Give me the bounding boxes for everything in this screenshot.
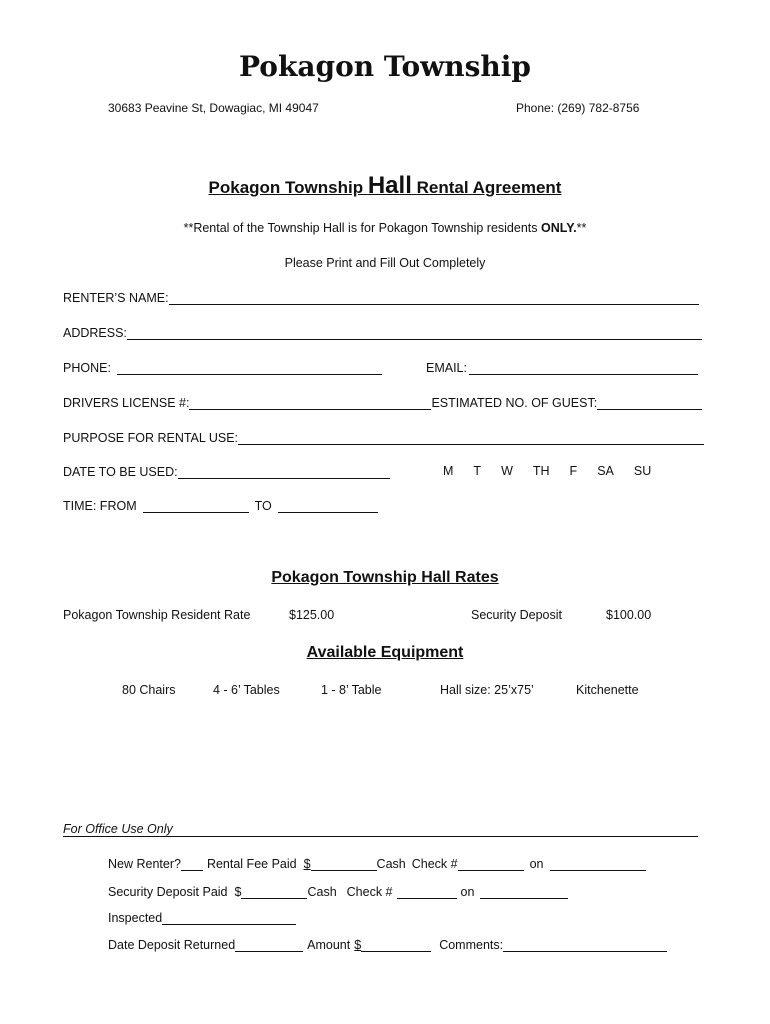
office-row-1: [108, 856, 646, 871]
equipment-item: 80 Chairs: [122, 683, 176, 697]
day-th[interactable]: TH: [532, 464, 550, 478]
office-use-title: For Office Use Only: [63, 822, 173, 836]
address-field[interactable]: [127, 325, 702, 340]
township-phone: Phone: (269) 782-8756: [516, 101, 640, 115]
date-returned-label: Date Deposit Returned: [108, 938, 236, 952]
resident-rate-label: Pokagon Township Resident Rate: [63, 608, 251, 622]
residency-note-text: **Rental of the Township Hall is for Pokagon Township residents: [183, 221, 538, 235]
day-su[interactable]: SU: [633, 464, 652, 478]
rental-check-field[interactable]: [458, 856, 524, 871]
inspected-field[interactable]: [162, 910, 296, 925]
license-field[interactable]: [189, 395, 431, 410]
rental-fee-dollar: $: [303, 857, 311, 871]
equipment-item: Kitchenette: [576, 683, 639, 697]
instruction-text: Please Print and Fill Out Completely: [284, 256, 486, 270]
deposit-paid-field[interactable]: [241, 884, 307, 899]
renter-name-label: RENTER’S NAME:: [63, 291, 169, 305]
rates-heading: Pokagon Township Hall Rates: [271, 569, 499, 586]
date-row: [63, 464, 390, 479]
email-label: EMAIL:: [426, 361, 467, 375]
amount-label: Amount: [307, 938, 351, 952]
rental-fee-field[interactable]: [311, 856, 377, 871]
time-to-field[interactable]: [278, 498, 378, 513]
office-row-4: [108, 937, 667, 952]
rental-check-label: Check #: [411, 857, 458, 871]
deposit-check-label: Check #: [346, 885, 393, 899]
amount-dollar: $: [354, 938, 362, 952]
day-f[interactable]: F: [569, 464, 578, 478]
phone-row: [63, 360, 382, 375]
day-sa[interactable]: SA: [597, 464, 614, 478]
date-field[interactable]: [178, 464, 390, 479]
security-deposit-label: Security Deposit: [471, 608, 563, 622]
comments-label: Comments:: [439, 938, 504, 952]
office-row-3: [108, 910, 296, 925]
township-address: 30683 Peavine St, Dowagiac, MI 49047: [108, 101, 319, 115]
new-renter-label: New Renter?: [108, 857, 181, 871]
equipment-item: 1 - 8’ Table: [321, 683, 382, 697]
day-w[interactable]: W: [501, 464, 513, 478]
agreement-title-post: Rental Agreement: [416, 178, 562, 197]
rental-date-field[interactable]: [550, 856, 646, 871]
resident-rate-value: $125.00: [289, 608, 335, 622]
purpose-label: PURPOSE FOR RENTAL USE:: [63, 431, 239, 445]
email-row: [426, 360, 698, 375]
rental-fee-label: Rental Fee Paid: [206, 857, 297, 871]
renter-name-field[interactable]: [169, 290, 699, 305]
equipment-item: Hall size: 25’x75’: [440, 683, 534, 697]
address-row: [63, 325, 702, 340]
residency-note-bold: ONLY.: [540, 221, 577, 235]
phone-label: PHONE:: [63, 361, 111, 375]
time-to-label: TO: [254, 499, 272, 513]
rental-on-label: on: [529, 857, 544, 871]
deposit-cash-label: Cash: [307, 885, 337, 899]
residency-note: [0, 221, 770, 235]
deposit-check-field[interactable]: [397, 884, 457, 899]
address-label: ADDRESS:: [63, 326, 127, 340]
security-deposit-value: $100.00: [606, 608, 652, 622]
guests-field[interactable]: [597, 395, 702, 410]
office-use-rule: [63, 821, 698, 837]
license-row: [63, 395, 702, 410]
amount-field[interactable]: [361, 937, 431, 952]
rental-cash-label: Cash: [376, 857, 406, 871]
agreement-title: [0, 172, 770, 200]
purpose-row: [63, 430, 704, 445]
deposit-date-field[interactable]: [480, 884, 568, 899]
phone-field[interactable]: [117, 360, 382, 375]
time-from-field[interactable]: [143, 498, 249, 513]
page-title: Pokagon Township: [239, 50, 531, 83]
deposit-paid-label: Security Deposit Paid: [108, 885, 228, 899]
comments-field[interactable]: [503, 937, 667, 952]
residency-note-end: **: [576, 221, 587, 235]
equipment-item: 4 - 6’ Tables: [213, 683, 280, 697]
renter-name-row: [63, 290, 699, 305]
deposit-dollar: $: [234, 885, 242, 899]
agreement-title-pre: Pokagon Township: [208, 178, 364, 197]
day-m[interactable]: M: [443, 464, 454, 478]
new-renter-field[interactable]: [181, 856, 203, 871]
email-field[interactable]: [469, 360, 698, 375]
days-of-week: [443, 464, 671, 478]
equipment-heading: Available Equipment: [306, 644, 464, 661]
time-row: [63, 498, 378, 513]
office-row-2: [108, 884, 568, 899]
date-label: DATE TO BE USED:: [63, 465, 178, 479]
day-t[interactable]: T: [473, 464, 482, 478]
license-label: DRIVERS LICENSE #:: [63, 396, 190, 410]
deposit-on-label: on: [460, 885, 475, 899]
agreement-title-hall: Hall: [367, 172, 412, 199]
time-from-label: TIME: FROM: [63, 499, 137, 513]
purpose-field[interactable]: [238, 430, 704, 445]
guests-label: ESTIMATED NO. OF GUEST:: [431, 396, 598, 410]
date-returned-field[interactable]: [235, 937, 303, 952]
inspected-label: Inspected: [108, 911, 163, 925]
